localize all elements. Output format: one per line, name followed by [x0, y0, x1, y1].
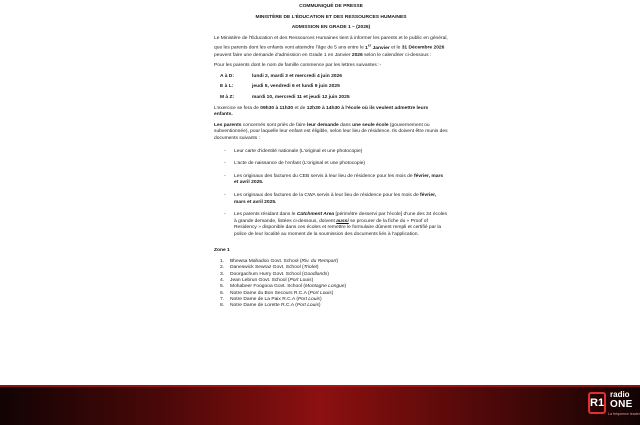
- school-name: Notre Dame du Bon Secours R.C.A (: [230, 290, 310, 296]
- document-residency-1: Les parents résidant dans le: [234, 212, 297, 218]
- document-birth-certificate: L’acte de naissance de l’enfant (L’original et une photocopie): [234, 161, 366, 167]
- logo-word-radio: radio: [610, 390, 630, 399]
- intro-text-1: Le Ministère de l’Éducation et des Ressources Humaines tient à informer les parents et le public en général, que les parents dont les enfants vont atteindre l’âge de 5 ans entre le: [214, 35, 448, 51]
- document-cwa-months: février, mars et avril 2025.: [234, 192, 437, 205]
- school-place: Port Louis: [289, 277, 312, 283]
- school-close: ): [316, 265, 319, 271]
- school-close: ): [327, 271, 329, 277]
- school-close: ): [318, 303, 321, 309]
- school-place: Port Louis: [296, 303, 319, 309]
- calendar-row: [220, 95, 448, 102]
- school-close: ): [344, 284, 347, 290]
- calendar-dates: mardi 10, mercredi 11 et jeudi 12 juin 2025: [252, 94, 350, 100]
- intro-year: 2026: [351, 52, 363, 58]
- calendar-letters: M à Z:: [220, 94, 235, 100]
- document-id-card: Leur carte d’identité nationale (L’original et une photocopie): [234, 148, 363, 154]
- parents-text-1: concernés sont priés de faire: [241, 122, 307, 128]
- school-place: Triolet: [303, 265, 317, 271]
- intro-text-2: et le: [389, 46, 402, 51]
- school-number: 1.: [220, 259, 225, 265]
- calendar-dates: lundi 2, mardi 3 et mercredi 4 juin 2026: [252, 73, 342, 79]
- school-place: Goodlands: [303, 271, 328, 277]
- hours-afternoon: 12h30 à 14h30 à l’école où ils veulent admettre leurs enfants.: [214, 105, 429, 118]
- intro-date-1-day: 1: [365, 46, 368, 51]
- calendar-letters: E à L:: [220, 84, 234, 90]
- hours-text-1: L’exercice se fera de: [214, 105, 261, 111]
- parents-bold-1: Les parents: [214, 122, 242, 128]
- school-number: 6.: [220, 290, 225, 296]
- logo-word-one: ONE: [610, 399, 633, 410]
- list-item: [220, 303, 448, 309]
- ministry-name: MINISTÈRE DE L’ÉDUCATION ET DES RESSOURCES HUMAINES: [255, 14, 407, 20]
- hours-paragraph: [214, 106, 448, 119]
- intro-date-1: [365, 43, 390, 51]
- school-name: Mohabeer Foogooa Govt. School (: [230, 284, 306, 290]
- school-name: Jean Lebrun Govt. School (: [230, 277, 290, 283]
- subject-line: ADMISSION EN GRADE 1 – (2026): [291, 25, 371, 31]
- school-place: Montagne Longue: [305, 284, 345, 290]
- press-release-title: COMMUNIQUÉ DE PRESSE: [299, 4, 363, 9]
- hours-morning: 09h30 à 11h30: [260, 105, 294, 111]
- footer-band-highlight: [0, 385, 640, 387]
- document-residency-2: [périmètre desservi par l’école] d’une des 34 écoles à grande demande, listées ci-dessous, doivent: [234, 212, 447, 224]
- hours-text-2: et de: [293, 105, 307, 111]
- list-item: [224, 193, 448, 206]
- calendar-row: [220, 74, 448, 81]
- required-documents-list: [214, 149, 448, 239]
- press-release: [214, 4, 448, 309]
- school-close: ): [331, 290, 334, 296]
- school-name: Bhewsa Mahadoo Govt. School (: [230, 259, 302, 265]
- school-close: ): [336, 259, 339, 265]
- list-item: [224, 174, 448, 187]
- intro-date-1-sup: er: [367, 43, 372, 48]
- intro-text-4: selon le calendrier ci-dessous :: [362, 52, 432, 58]
- school-number: 8.: [220, 303, 225, 309]
- calendar-dates: jeudi 5, vendredi 6 et lundi 9 juin 2025: [252, 84, 340, 90]
- school-number: 5.: [220, 284, 225, 290]
- calendar-intro: Pour les parents dont le nom de famille commence par les lettres suivantes :-: [214, 63, 382, 69]
- school-name: Daneswick Sewraz Govt. School (: [230, 265, 304, 271]
- parents-text-3: (gouvernement ou subventionnée), pour laquelle leur enfant est éligible, selon leur lieu de résidence. Ils doivent être munis des documents suivants :: [214, 122, 448, 141]
- school-number: 7.: [220, 296, 225, 302]
- calendar-row: [220, 84, 448, 91]
- document-ceb-months: février, mars et avril 2025.: [234, 173, 444, 186]
- radio-one-mark-icon: R1: [588, 392, 606, 414]
- document-cwa-bills: Les originaux des factures de la CWA servis à leur lieu de résidence pour les mois de: [234, 192, 421, 198]
- school-name: Notre Dame de La Paix R.C.A (: [230, 296, 298, 302]
- school-place: Port Louis: [309, 290, 332, 296]
- school-place: Riv. du Rempart: [301, 259, 337, 265]
- intro-text-3: peuvent faire une demande d’admission en Grade 1 en Janvier: [214, 52, 352, 58]
- school-list: [214, 259, 448, 309]
- school-number: 2.: [220, 265, 225, 271]
- parents-paragraph: [214, 123, 448, 143]
- list-item: [224, 149, 448, 156]
- school-close: ): [319, 296, 322, 302]
- document-residency-3: se procurer de la fiche du « Proof of Residency » disponible dans ces écoles et remettre le formulaire dûment rempli et certifié par la police de leur localité au moment de la soumission des documents liés à l’application.: [234, 218, 442, 237]
- school-place: Port Louis: [297, 296, 320, 302]
- document-aussi: aussi: [336, 218, 349, 224]
- school-number: 3.: [220, 271, 225, 277]
- parents-bold-3: une seule école: [352, 122, 389, 128]
- document-catchment-area: Catchment Area: [296, 212, 335, 218]
- parents-bold-2: leur demande: [306, 122, 339, 128]
- list-item: [224, 161, 448, 168]
- logo-tagline: La fréquence leader: [608, 412, 640, 416]
- school-name: Doorgachum Hurry Govt. School (: [230, 271, 304, 277]
- school-number: 4.: [220, 277, 225, 283]
- school-name: Notre Dame de Lorette R.C.A (: [230, 303, 297, 309]
- footer-band: [0, 385, 640, 425]
- intro-paragraph: [214, 36, 448, 59]
- document-ceb-bills: Les originaux des factures du CEB servis à leur lieu de résidence pour les mois de: [234, 173, 414, 179]
- zone-label: Zone 1: [214, 248, 230, 254]
- intro-date-2: 31 Décembre 2026: [401, 46, 445, 51]
- calendar-letters: A à D:: [220, 73, 234, 79]
- school-close: ): [311, 277, 314, 283]
- parents-text-2: dans: [338, 122, 353, 128]
- intro-date-1-month: Janvier: [371, 46, 390, 51]
- radio-one-logo: [588, 388, 640, 422]
- list-item: [224, 212, 448, 238]
